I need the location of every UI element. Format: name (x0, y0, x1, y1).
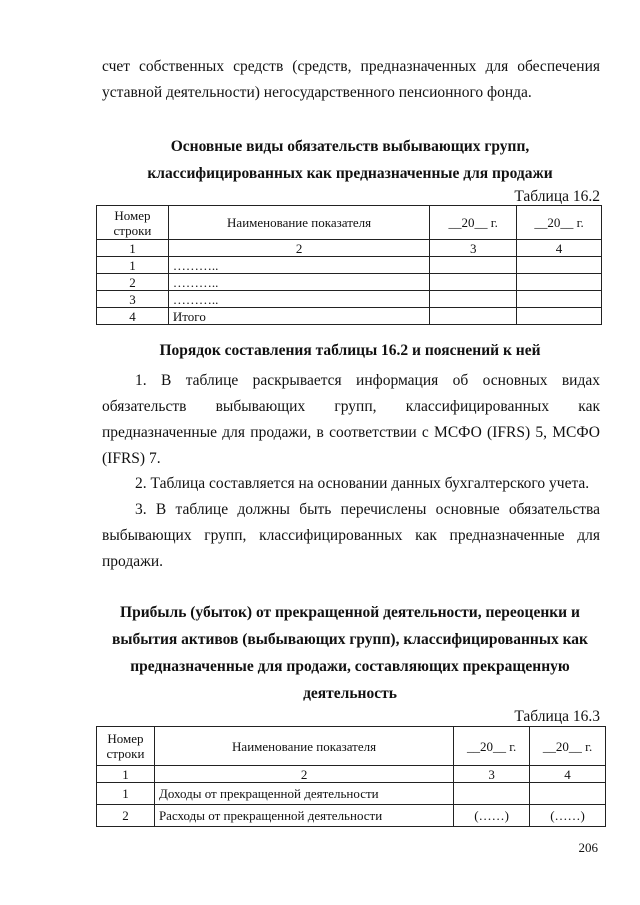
row-value (530, 783, 606, 805)
row-value (454, 783, 530, 805)
row-number: 2 (97, 274, 169, 291)
header-year-2: __20__ г. (530, 727, 606, 766)
row-name: Доходы от прекращенной деятельности (154, 783, 453, 805)
table-row (97, 257, 602, 274)
header-row-number: Номер строки (97, 206, 169, 240)
row-value (430, 291, 517, 308)
header-year-1: __20__ г. (454, 727, 530, 766)
numbering-cell: 3 (430, 240, 517, 257)
section1-heading-line2: классифицированных как предназначенные для продажи (147, 165, 553, 182)
row-value (430, 308, 517, 325)
table-16-3 (96, 726, 606, 827)
section2-paragraph-3: 3. В таблице должны быть перечислены основные обязательства выбывающих групп, классифицированных как предназначенные для продажи. (102, 501, 600, 570)
row-value (430, 274, 517, 291)
table-row (97, 805, 606, 827)
table-numbering-row (97, 766, 606, 783)
row-name: Расходы от прекращенной деятельности (154, 805, 453, 827)
table-row (97, 783, 606, 805)
row-value (517, 274, 602, 291)
page-number: 206 (578, 840, 598, 855)
numbering-cell: 1 (97, 240, 169, 257)
row-number: 2 (97, 805, 155, 827)
row-name: Итого (168, 308, 429, 325)
row-value (517, 308, 602, 325)
numbering-cell: 4 (517, 240, 602, 257)
row-name: ……….. (168, 257, 429, 274)
section2-heading: Порядок составления таблицы 16.2 и пояснений к ней (159, 342, 541, 359)
section3-heading-line1: Прибыль (убыток) от прекращенной деятельности, переоценки и (120, 604, 580, 621)
row-value (430, 257, 517, 274)
row-value: (……) (530, 805, 606, 827)
section1-heading-line1: Основные виды обязательств выбывающих групп, (170, 138, 530, 155)
row-number: 4 (97, 308, 169, 325)
row-value (517, 257, 602, 274)
row-number: 1 (97, 783, 155, 805)
intro-paragraph: счет собственных средств (средств, предназначенных для обеспечения уставной деятельности) негосударственного пенсионного фонда. (102, 58, 600, 101)
section3-heading-line4: деятельность (303, 685, 397, 702)
section3-heading-line3: предназначенные для продажи, составляющих прекращенную (130, 658, 570, 675)
table-row (97, 274, 602, 291)
numbering-cell: 1 (97, 766, 155, 783)
header-year-1: __20__ г. (430, 206, 517, 240)
header-year-2: __20__ г. (517, 206, 602, 240)
table-numbering-row (97, 240, 602, 257)
table-16-2-caption: Таблица 16.2 (514, 188, 600, 205)
header-indicator-name: Наименование показателя (168, 206, 429, 240)
section3-heading-line2: выбытия активов (выбывающих групп), классифицированных как (112, 631, 588, 648)
numbering-cell: 2 (168, 240, 429, 257)
row-number: 3 (97, 291, 169, 308)
row-value (517, 291, 602, 308)
row-number: 1 (97, 257, 169, 274)
numbering-cell: 4 (530, 766, 606, 783)
row-name: ……….. (168, 274, 429, 291)
numbering-cell: 2 (154, 766, 453, 783)
table-16-2 (96, 205, 602, 325)
header-indicator-name: Наименование показателя (154, 727, 453, 766)
section2-paragraph-2: 2. Таблица составляется на основании данных бухгалтерского учета. (135, 475, 590, 492)
row-value: (……) (454, 805, 530, 827)
table-row (97, 291, 602, 308)
table-row (97, 308, 602, 325)
table-header-row (97, 206, 602, 240)
header-row-number: Номер строки (97, 727, 155, 766)
section2-paragraph-1: 1. В таблице раскрывается информация об основных видах обязательств выбывающих групп, классифицированных как предназначенные для продажи, в соответствии с МСФО (IFRS) 5, МСФО (IFRS) 7. (102, 372, 600, 467)
row-name: ……….. (168, 291, 429, 308)
table-header-row (97, 727, 606, 766)
numbering-cell: 3 (454, 766, 530, 783)
table-16-3-caption: Таблица 16.3 (514, 708, 600, 725)
